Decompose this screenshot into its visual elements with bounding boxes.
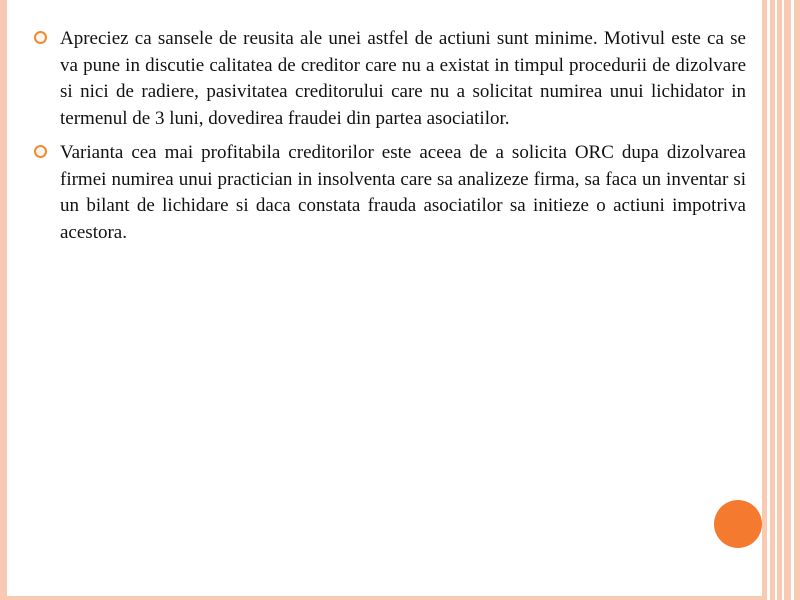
- decor-stripe-3: [782, 0, 784, 600]
- decor-stripe-1: [767, 0, 770, 600]
- circle-bullet-icon: [34, 145, 47, 158]
- bullet-text: Apreciez ca sansele de reusita ale unei astfel de actiuni sunt minime. Motivul este ca se va pune in discutie calitatea de creditor care nu a existat in timpul procedurii de dizolvare si nici de radiere, pasivitatea creditorului care nu a solicitat numirea unui lichidator in termenul de 3 luni, dovedirea fraudei din partea asociatilor.: [60, 28, 746, 129]
- bullet-item: [34, 26, 746, 132]
- bullet-text: Varianta cea mai profitabila creditorilor este aceea de a solicita ORC dupa dizolvarea firmei numirea unui practician in insolventa care sa analizeze firma, sa faca un inventar si un bilant de lichidare si daca constata frauda asociatilor sa initieze o actiuni impotriva acestora.: [60, 142, 746, 243]
- bullet-list: [34, 26, 746, 254]
- decor-orange-circle: [714, 500, 762, 548]
- decor-stripe-2: [775, 0, 777, 600]
- circle-bullet-icon: [34, 31, 47, 44]
- bullet-item: [34, 140, 746, 246]
- decor-stripe-4: [791, 0, 794, 600]
